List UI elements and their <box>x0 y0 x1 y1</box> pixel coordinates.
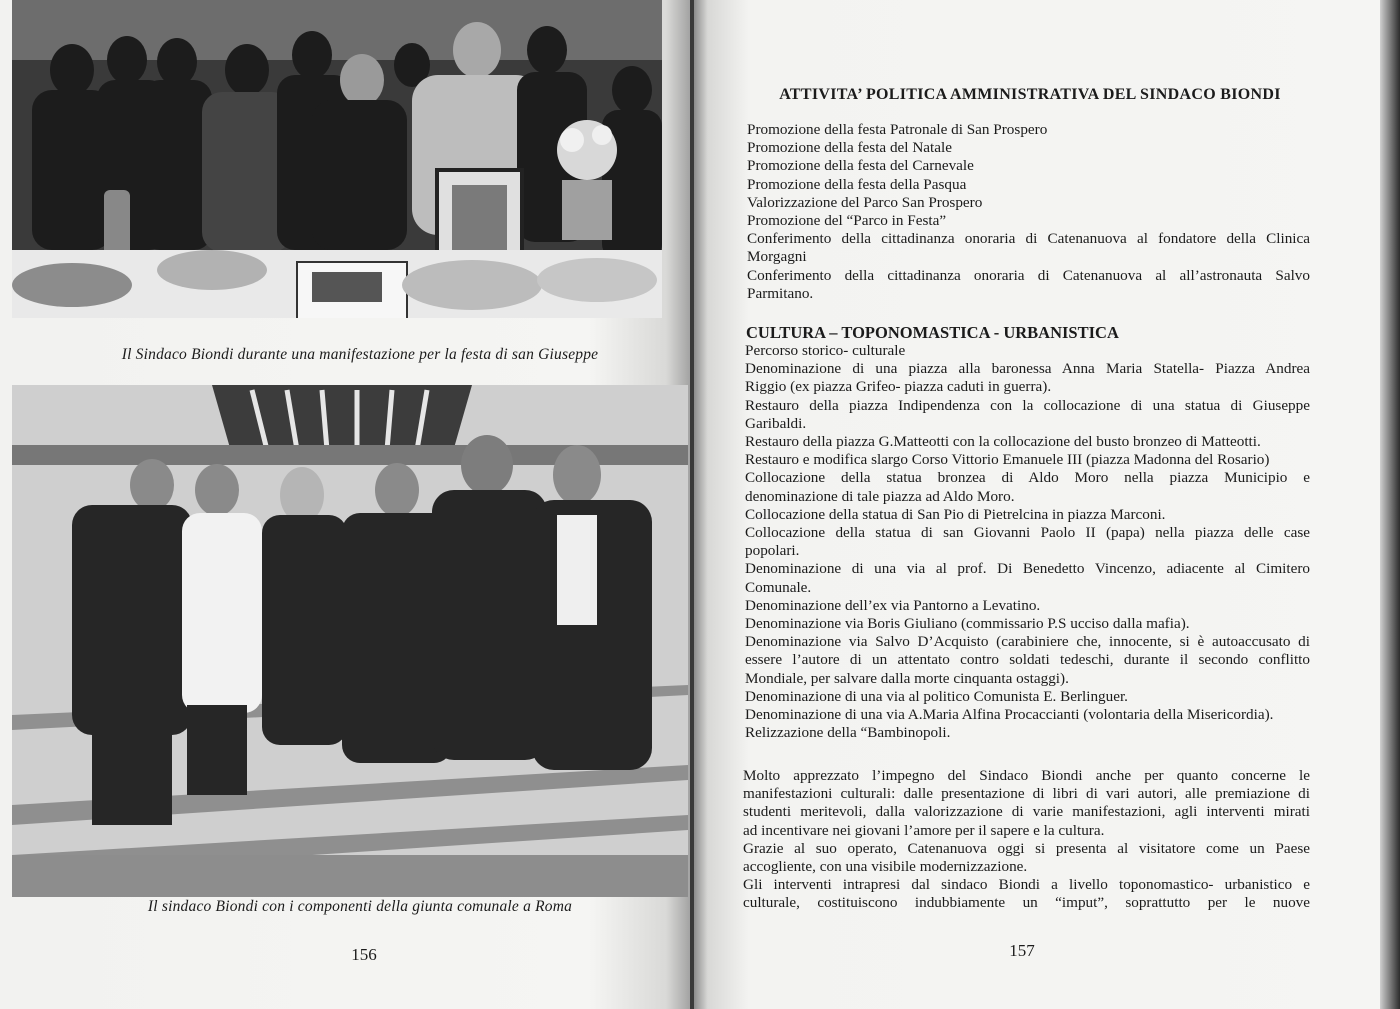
culture-list <box>745 342 1310 742</box>
list-item: Denominazione via Boris Giuliano (commissario P.S ucciso dalla mafia). <box>745 615 1190 633</box>
list-item: denominazione di tale piazza ad Aldo Moro. <box>745 487 1015 505</box>
text-line: Grazie al suo operato, Catenanuova oggi si presenta al visitatore come un Paese <box>743 839 1310 857</box>
list-item: Conferimento della cittadinanza onoraria di Catenanuova al fondatore della Clinica <box>747 230 1310 248</box>
list-item: Denominazione di una piazza alla baronessa Anna Maria Statella- Piazza Andrea <box>745 360 1310 378</box>
list-item: Comunale. <box>745 578 812 596</box>
list-item: popolari. <box>745 542 800 560</box>
festivals-list <box>747 121 1310 303</box>
text-line: accogliente, con una visibile modernizzazione. <box>743 858 1028 876</box>
page-number-right: 157 <box>1009 941 1035 960</box>
list-item: Riggio (ex piazza Grifeo- piazza caduti in guerra). <box>745 378 1052 396</box>
list-item: Restauro della piazza Indipendenza con la collocazione di una statua di Giuseppe <box>745 396 1310 414</box>
list-item: Conferimento della cittadinanza onoraria di Catenanuova al all’astronauta Salvo <box>747 266 1310 284</box>
list-item: Promozione del “Parco in Festa” <box>747 212 947 230</box>
list-item: Promozione della festa del Natale <box>747 139 952 157</box>
text-line: Gli interventi intrapresi dal sindaco Biondi a livello toponomastico- urbanistico e <box>743 876 1310 894</box>
list-item: Restauro e modifica slargo Corso Vittorio Emanuele III (piazza Madonna del Rosario) <box>745 451 1270 469</box>
list-item: Promozione della festa Patronale di San Prospero <box>747 121 1048 138</box>
left-page <box>0 0 694 1009</box>
text-line: Molto apprezzato l’impegno del Sindaco Biondi anche per quanto concerne le <box>743 767 1310 784</box>
list-item: Collocazione della statua di san Giovanni Paolo II (papa) nella piazza delle case <box>745 524 1310 542</box>
text-line: culturale, costituiscono indubbiamente un “imput”, soprattutto per le nuove <box>743 894 1310 912</box>
caption-2: Il sindaco Biondi con i componenti della giunta comunale a Roma <box>147 898 573 915</box>
text-line: ad incentivare nei giovani l’amore per il sapere e la cultura. <box>743 821 1105 839</box>
page-title: ATTIVITA’ POLITICA AMMINISTRATIVA DEL SINDACO BIONDI <box>779 86 1281 103</box>
list-item: Morgagni <box>747 248 807 266</box>
text-line: studenti meritevoli, dalla valorizzazione di varie manifestazioni, agli interventi mirati <box>743 803 1310 821</box>
photo-giunta-roma <box>12 385 688 897</box>
list-item: Denominazione di una via A.Maria Alfina Procaccianti (volontaria della Misericordia). <box>745 706 1274 724</box>
photo-festa-san-giuseppe <box>12 0 662 318</box>
list-item: Denominazione di una via al politico Comunista E. Berlinguer. <box>745 687 1128 705</box>
list-item: Parmitano. <box>747 284 814 302</box>
list-item: Relizzazione della “Bambinopoli. <box>745 724 951 742</box>
list-item: Collocazione della statua di San Pio di Pietrelcina in piazza Marconi. <box>745 505 1166 523</box>
list-item: essere l’autore di un attentato contro soldati tedeschi, durante il secondo conflitto <box>745 651 1310 669</box>
list-item: Valorizzazione del Parco San Prospero <box>747 193 983 211</box>
list-item: Denominazione dell’ex via Pantorno a Levatino. <box>745 596 1041 614</box>
page-edge <box>1380 0 1400 1009</box>
list-item: Denominazione via Salvo D’Acquisto (carabiniere che, innocente, si è autoaccusato di <box>745 633 1310 651</box>
list-item: Promozione della festa del Carnevale <box>747 157 974 175</box>
photo-1-scene <box>12 0 662 318</box>
caption-1: Il Sindaco Biondi durante una manifestazione per la festa di san Giuseppe <box>121 346 599 363</box>
list-item: Percorso storico- culturale <box>745 342 906 359</box>
closing-paragraph <box>743 767 1310 913</box>
text-line: manifestazioni culturali: dalle presentazione di libri di vari autori, alle premiazione di <box>743 785 1310 803</box>
list-item: Mondiale, per salvare dalla morte cinquanta ostaggi). <box>745 669 1069 687</box>
section-title: CULTURA – TOPONOMASTICA - URBANISTICA <box>746 323 1119 342</box>
photo-2-scene <box>12 385 688 897</box>
list-item: Garibaldi. <box>745 414 807 432</box>
list-item: Denominazione di una via al prof. Di Benedetto Vincenzo, adiacente al Cimitero <box>745 560 1310 578</box>
list-item: Collocazione della statua bronzea di Aldo Moro nella piazza Municipio e <box>745 469 1310 487</box>
page-number-left: 156 <box>351 945 377 964</box>
list-item: Promozione della festa della Pasqua <box>747 175 967 193</box>
list-item: Restauro della piazza G.Matteotti con la collocazione del busto bronzeo di Matteotti. <box>745 433 1261 451</box>
